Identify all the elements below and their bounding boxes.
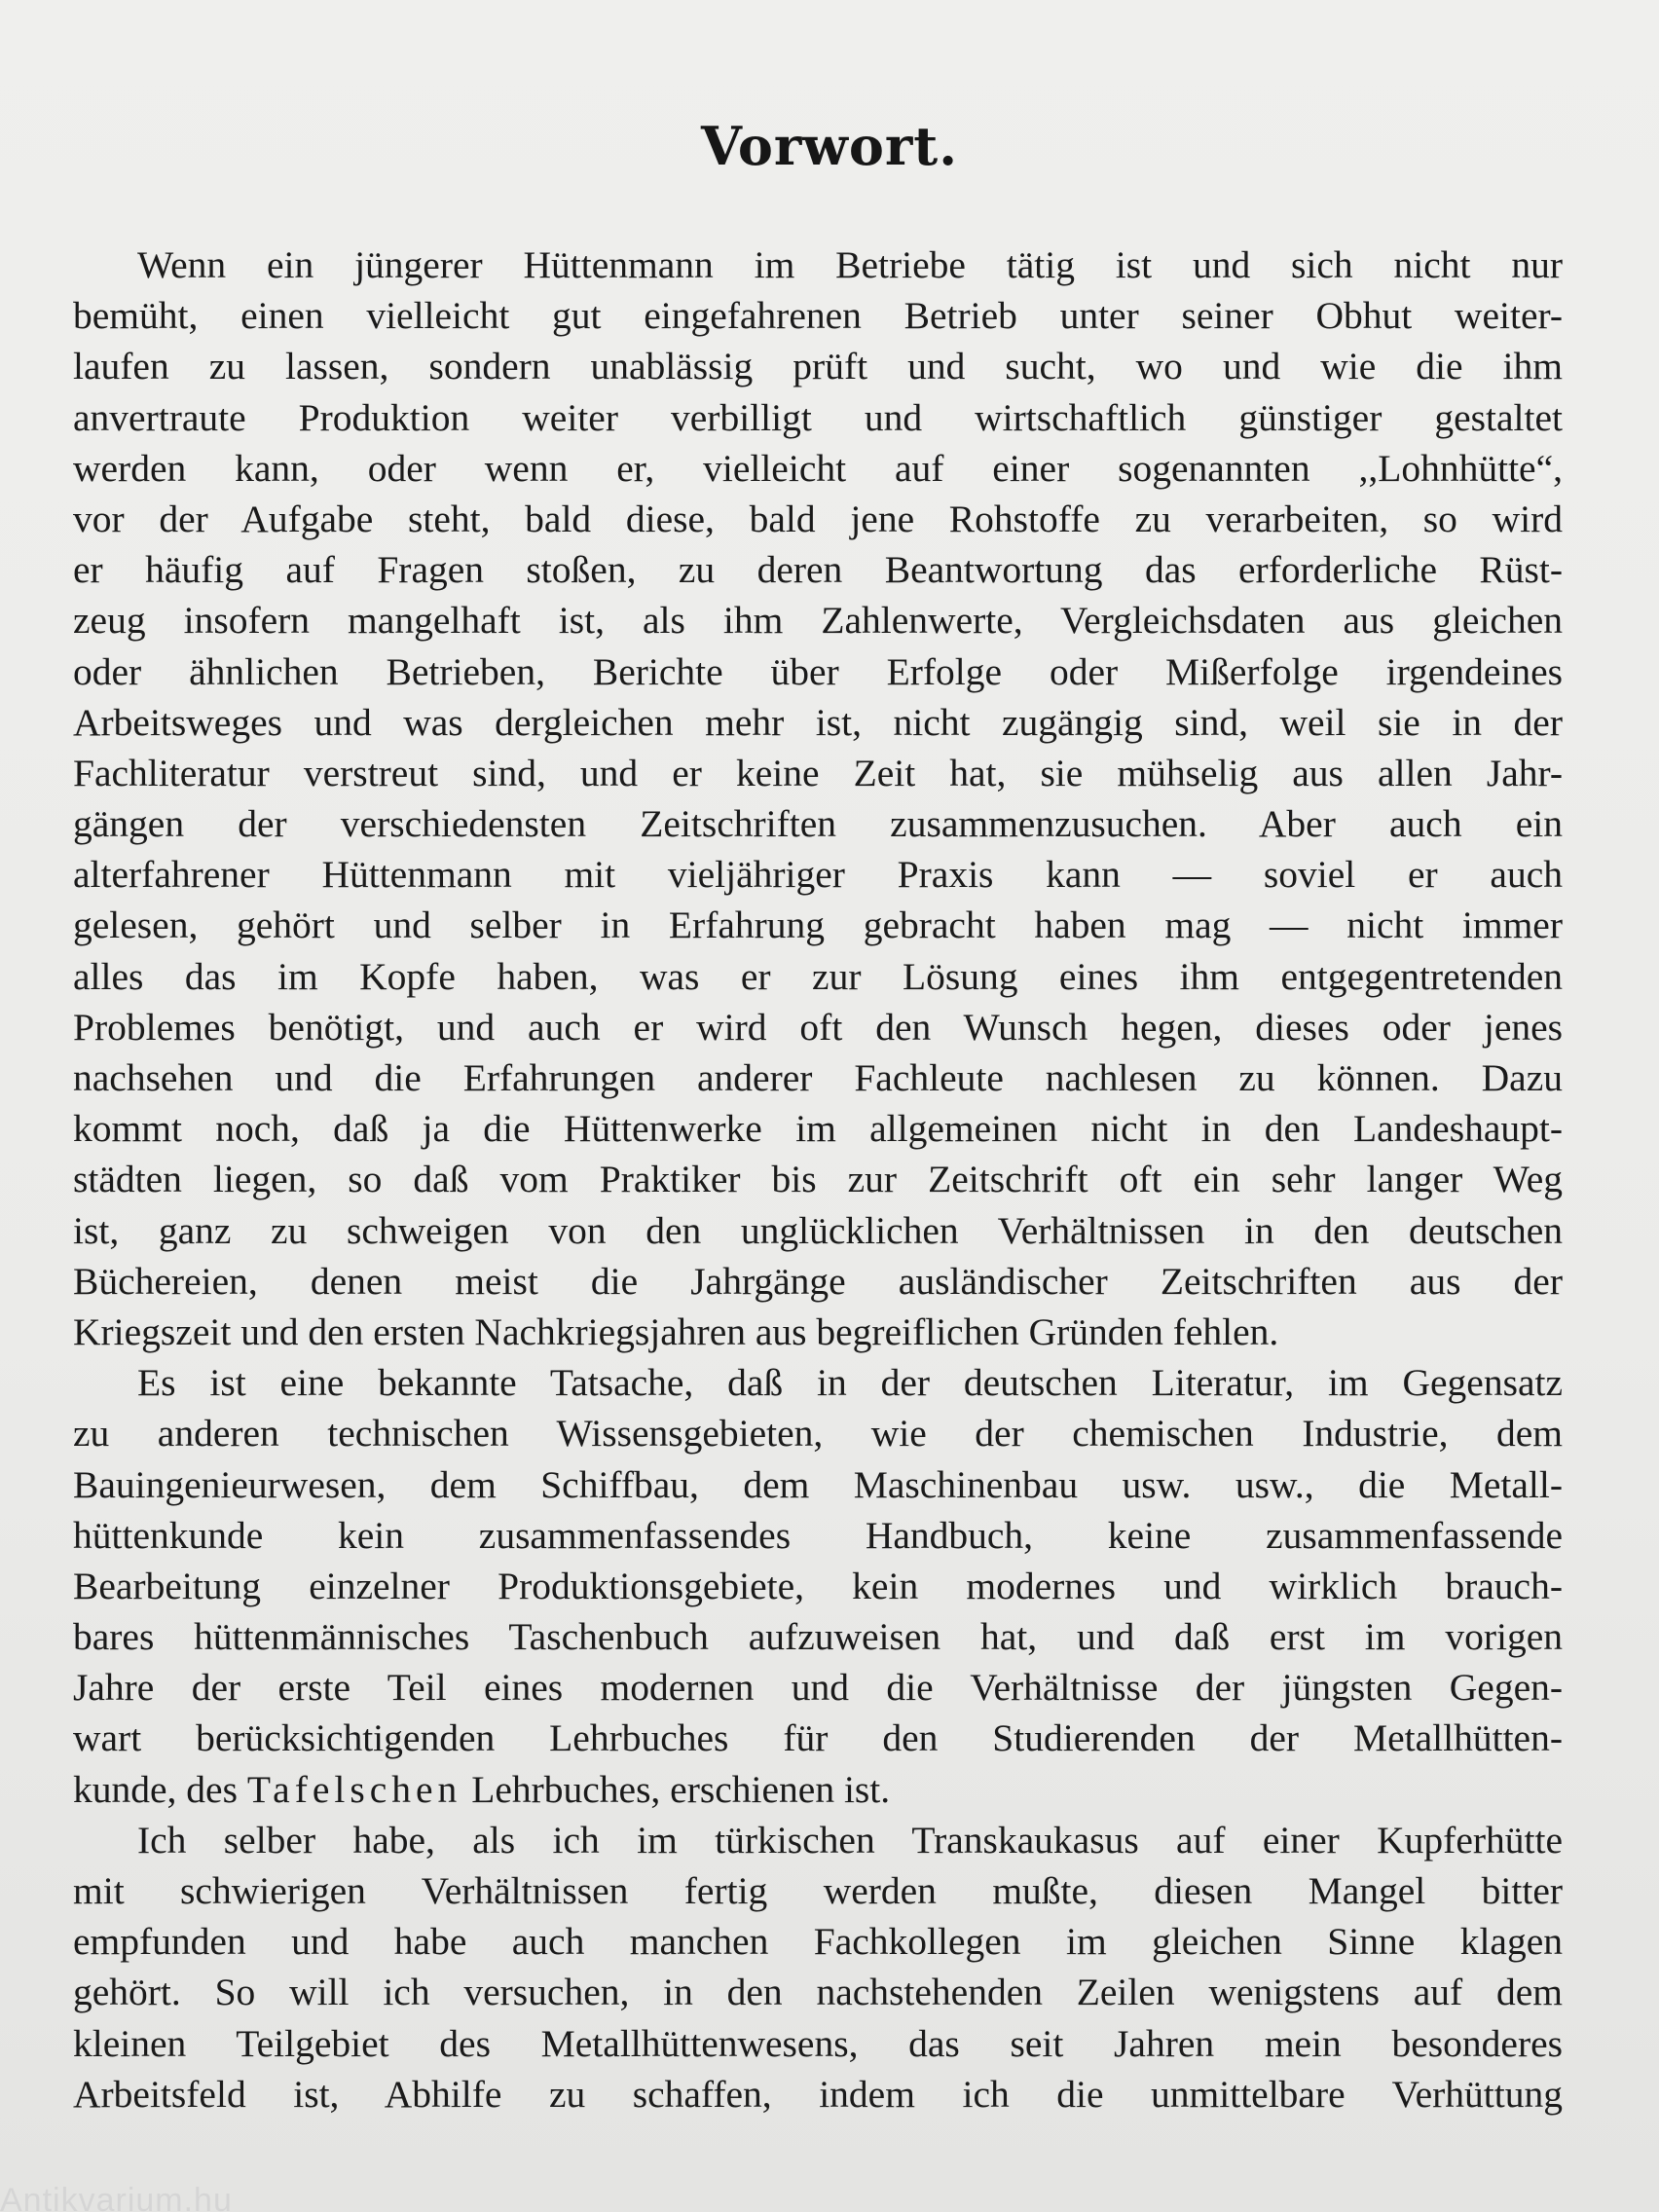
text-line: Bearbeitung einzelner Produktionsgebiete, kein modernes und wirklich brauch- [73,1564,1563,1607]
text-line [73,1764,1563,1815]
watermark: Antikvarium.hu [0,2182,233,2212]
text-line: laufen zu lassen, sondern unablässig prüft und sucht, wo und wie die ihm [73,345,1563,388]
paragraph-3 [73,1815,1563,2120]
text-line: Büchereien, denen meist die Jahrgänge ausländischer Zeitschriften aus der [73,1259,1563,1303]
page-title: Vorwort. [700,115,959,177]
spaced-name: Tafelschen [246,1767,462,1811]
paragraph-1 [73,240,1563,1357]
text-line: Arbeitsweges und was dergleichen mehr ist, nicht zugängig sind, weil sie in der [73,700,1563,744]
text-line: alterfahrener Hüttenmann mit vieljähriger Praxis kann — soviel er auch [73,853,1563,897]
text-line: gelesen, gehört und selber in Erfahrung gebracht haben mag — nicht immer [73,903,1563,947]
text-line: Es ist eine bekannte Tatsache, daß in der deutschen Literatur, im Gegensatz [137,1361,1563,1405]
text-line: anvertraute Produktion weiter verbilligt und wirtschaftlich günstiger gestaltet [73,395,1563,439]
text-line: Jahre der erste Teil eines modernen und die Verhältnisse der jüngsten Gegen- [73,1666,1563,1710]
paragraph-2 [73,1357,1563,1815]
text-line: alles das im Kopfe haben, was er zur Lösung eines ihm entgegentretenden [73,954,1563,998]
text-line: städten liegen, so daß vom Praktiker bis zur Zeitschrift oft ein sehr langer Weg [73,1158,1563,1201]
text-line: bares hüttenmännisches Taschenbuch aufzuweisen hat, und daß erst im vorigen [73,1615,1563,1659]
text-line: werden kann, oder wenn er, vielleicht auf einer sogenannten ,,Lohnhütte“, [73,446,1563,490]
text-line: nachsehen und die Erfahrungen anderer Fachleute nachlesen zu können. Dazu [73,1056,1563,1099]
text-line: gehört. So will ich versuchen, in den nachstehenden Zeilen wenigstens auf dem [73,1971,1563,2014]
text-line: kleinen Teilgebiet des Metallhüttenwesens, das seit Jahren mein besonderes [73,2021,1563,2065]
preface-body [73,240,1563,2120]
text-fragment: kunde, des [73,1767,247,1811]
text-line: mit schwierigen Verhältnissen fertig werden mußte, diesen Mangel bitter [73,1869,1563,1912]
text-line: ist, ganz zu schweigen von den unglücklichen Verhältnissen in den deutschen [73,1208,1563,1252]
text-line: Bauingenieurwesen, dem Schiffbau, dem Maschinenbau usw. usw., die Metall- [73,1462,1563,1506]
text-line: Fachliteratur verstreut sind, und er keine Zeit hat, sie mühselig aus allen Jahr- [73,751,1563,794]
text-line: zeug insofern mangelhaft ist, als ihm Zahlenwerte, Vergleichsdaten aus gleichen [73,599,1563,643]
text-line: empfunden und habe auch manchen Fachkollegen im gleichen Sinne klagen [73,1920,1563,1964]
text-line: zu anderen technischen Wissensgebieten, wie der chemischen Industrie, dem [73,1412,1563,1456]
text-line: gängen der verschiedensten Zeitschriften zusammenzusuchen. Aber auch ein [73,802,1563,846]
text-line: Problemes benötigt, und auch er wird oft den Wunsch hegen, dieses oder jenes [73,1005,1563,1049]
text-line: Wenn ein jüngerer Hüttenmann im Betriebe tätig ist und sich nicht nur [137,243,1563,286]
text-line: vor der Aufgabe steht, bald diese, bald jene Rohstoffe zu verarbeiten, so wird [73,497,1563,540]
text-line: wart berücksichtigenden Lehrbuches für den Studierenden der Metallhütten- [73,1716,1563,1760]
text-line: Arbeitsfeld ist, Abhilfe zu schaffen, indem ich die unmittelbare Verhüttung [73,2072,1563,2116]
text-line: Kriegszeit und den ersten Nachkriegsjahren aus begreiflichen Gründen fehlen. [73,1309,1279,1353]
text-line: oder ähnlichen Betrieben, Berichte über Erfolge oder Mißerfolge irgendeines [73,649,1563,693]
text-line: hüttenkunde kein zusammenfassendes Handbuch, keine zusammenfassende [73,1513,1563,1557]
text-line: er häufig auf Fragen stoßen, zu deren Beantwortung das erforderliche Rüst- [73,548,1563,592]
text-line: kommt noch, daß ja die Hüttenwerke im allgemeinen nicht in den Landeshaupt- [73,1107,1563,1151]
text-line: bemüht, einen vielleicht gut eingefahrenen Betrieb unter seiner Obhut weiter- [73,294,1563,338]
text-line: Ich selber habe, als ich im türkischen Transkaukasus auf einer Kupferhütte [137,1818,1563,1862]
text-fragment: Lehrbuches, erschienen ist. [461,1767,891,1811]
